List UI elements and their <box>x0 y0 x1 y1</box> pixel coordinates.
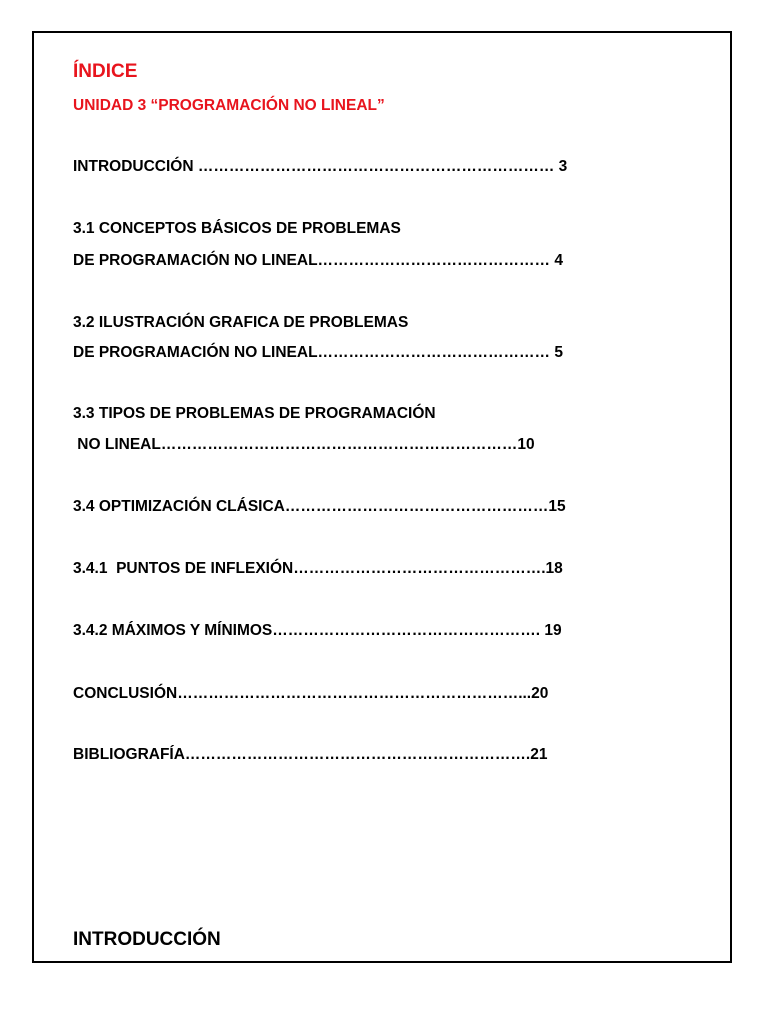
toc-entry-conclusion: CONCLUSIÓN…………………………………………………………...20 <box>73 685 549 702</box>
toc-entry-3-1-line-1: 3.1 CONCEPTOS BÁSICOS DE PROBLEMAS <box>73 220 401 237</box>
toc-entry-3-3-line-1: 3.3 TIPOS DE PROBLEMAS DE PROGRAMACIÓN <box>73 405 436 422</box>
toc-entry-3-2-line-1: 3.2 ILUSTRACIÓN GRAFICA DE PROBLEMAS <box>73 314 409 331</box>
toc-entry-3-2-line-2: DE PROGRAMACIÓN NO LINEAL……………………………………… 5 <box>73 344 563 361</box>
unit-subtitle: UNIDAD 3 “PROGRAMACIÓN NO LINEAL” <box>73 97 385 114</box>
index-title: ÍNDICE <box>73 61 138 82</box>
toc-entry-3-4-2: 3.4.2 MÁXIMOS Y MÍNIMOS……………………………………………. 19 <box>73 622 562 639</box>
toc-entry-3-4-1: 3.4.1 PUNTOS DE INFLEXIÓN………………………………………….18 <box>73 560 563 577</box>
toc-entry-introduccion: INTRODUCCIÓN …………………………………………………………… 3 <box>73 158 568 175</box>
introduccion-heading: INTRODUCCIÓN <box>73 929 221 950</box>
toc-entry-bibliografia: BIBLIOGRAFÍA………………………………………………………….21 <box>73 746 548 763</box>
toc-entry-3-3-line-2: NO LINEAL……………………………………………………………10 <box>73 436 535 453</box>
toc-entry-3-1-line-2: DE PROGRAMACIÓN NO LINEAL……………………………………… 4 <box>73 252 563 269</box>
toc-entry-3-4: 3.4 OPTIMIZACIÓN CLÁSICA……………………………………………15 <box>73 498 566 515</box>
